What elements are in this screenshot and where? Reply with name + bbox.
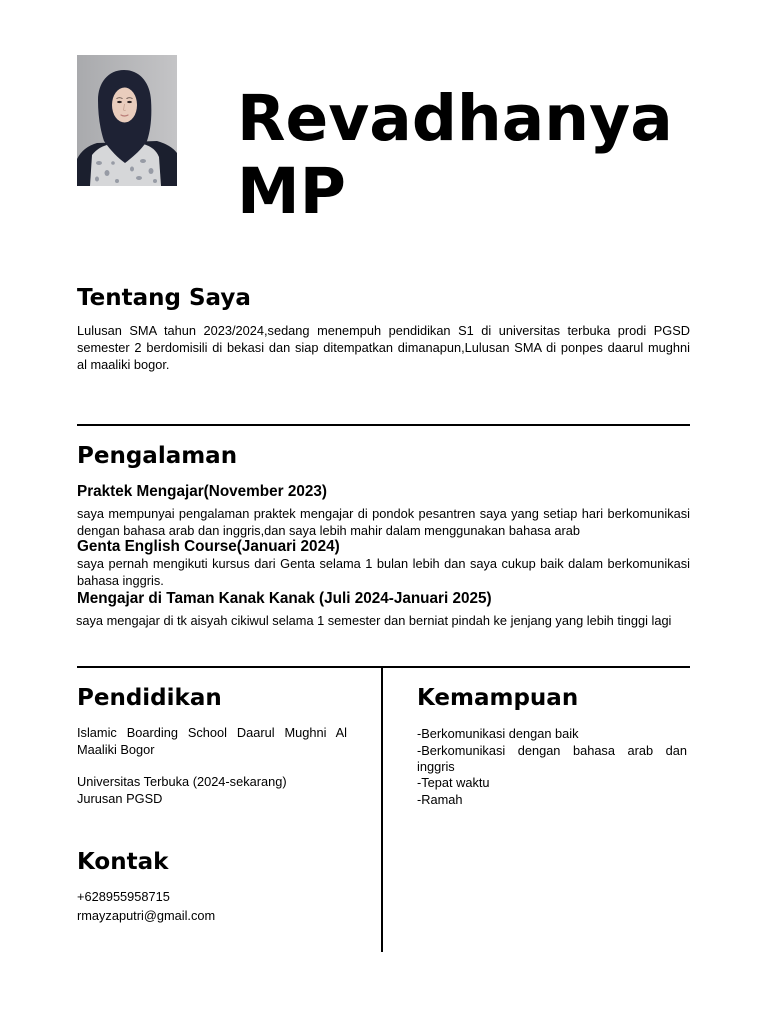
- description-line: saya mengajar di tk aisyah cikiwul selama 1 semester dan berniat pindah ke jenjang yang lebih tinggi lagi: [76, 612, 672, 628]
- skills-heading: Kemampuan: [417, 684, 579, 711]
- experience-heading: Pengalaman: [77, 443, 238, 469]
- education-heading: Pendidikan: [77, 684, 222, 711]
- contact-heading: Kontak: [77, 849, 169, 875]
- about-paragraph: [77, 322, 690, 373]
- skills-list: [417, 726, 687, 807]
- education-school: Islamic Boarding School Daarul Mughni Al Maaliki Bogor: [77, 725, 347, 757]
- skill-item: -Berkomunikasi dengan baik: [417, 726, 579, 742]
- name-line-1: Revadhanya: [237, 82, 673, 155]
- description-line: dengan bahasa arab dan inggris,dan saya lebih mahir dalam menggunakan bahasa arab: [77, 522, 580, 538]
- about-heading: Tentang Saya: [77, 285, 251, 311]
- section-divider: [77, 424, 690, 426]
- education-university: Universitas Terbuka (2024-sekarang): [77, 774, 287, 790]
- skill-item: -Tepat waktu: [417, 775, 490, 791]
- education-list: [77, 725, 347, 806]
- contact-phone: +628955958715: [77, 889, 170, 904]
- experience-title: Mengajar di Taman Kanak Kanak (Juli 2024-Januari 2025): [77, 590, 492, 608]
- contact-details: [77, 887, 215, 925]
- experience-description: [77, 555, 690, 589]
- profile-photo-image: [77, 55, 177, 186]
- about-line: semester 2 berdomisili di bekasi dan siap ditempatkan dimanapun,Lulusan SMA di ponpes daarul mughni: [77, 339, 690, 355]
- about-line: al maaliki bogor.: [77, 356, 170, 372]
- experience-title: Praktek Mengajar(November 2023): [77, 483, 327, 501]
- about-line: Lulusan SMA tahun 2023/2024,sedang menempuh pendidikan S1 di universitas terbuka prodi PGSD: [77, 322, 690, 338]
- section-divider: [77, 666, 690, 668]
- name-line-2: MP: [237, 155, 346, 228]
- profile-photo: [77, 55, 177, 186]
- experience-description: [76, 612, 689, 629]
- description-line: saya mempunyai pengalaman praktek mengajar di pondok pesantren saya yang setiap hari berkomunikasi: [77, 505, 690, 521]
- column-divider: [381, 667, 383, 952]
- skill-item: -Berkomunikasi dengan bahasa arab dan inggris: [417, 742, 687, 774]
- experience-description: [77, 505, 690, 539]
- contact-email: rmayzaputri@gmail.com: [77, 908, 216, 923]
- experience-title: Genta English Course(Januari 2024): [77, 538, 340, 556]
- education-major: Jurusan PGSD: [77, 790, 163, 806]
- skill-item: -Ramah: [417, 791, 463, 807]
- description-line: saya pernah mengikuti kursus dari Genta selama 1 bulan lebih dan saya cukup baik dalam berkomunikasi: [77, 555, 690, 571]
- description-line: bahasa inggris.: [77, 572, 164, 588]
- full-name: [237, 82, 673, 228]
